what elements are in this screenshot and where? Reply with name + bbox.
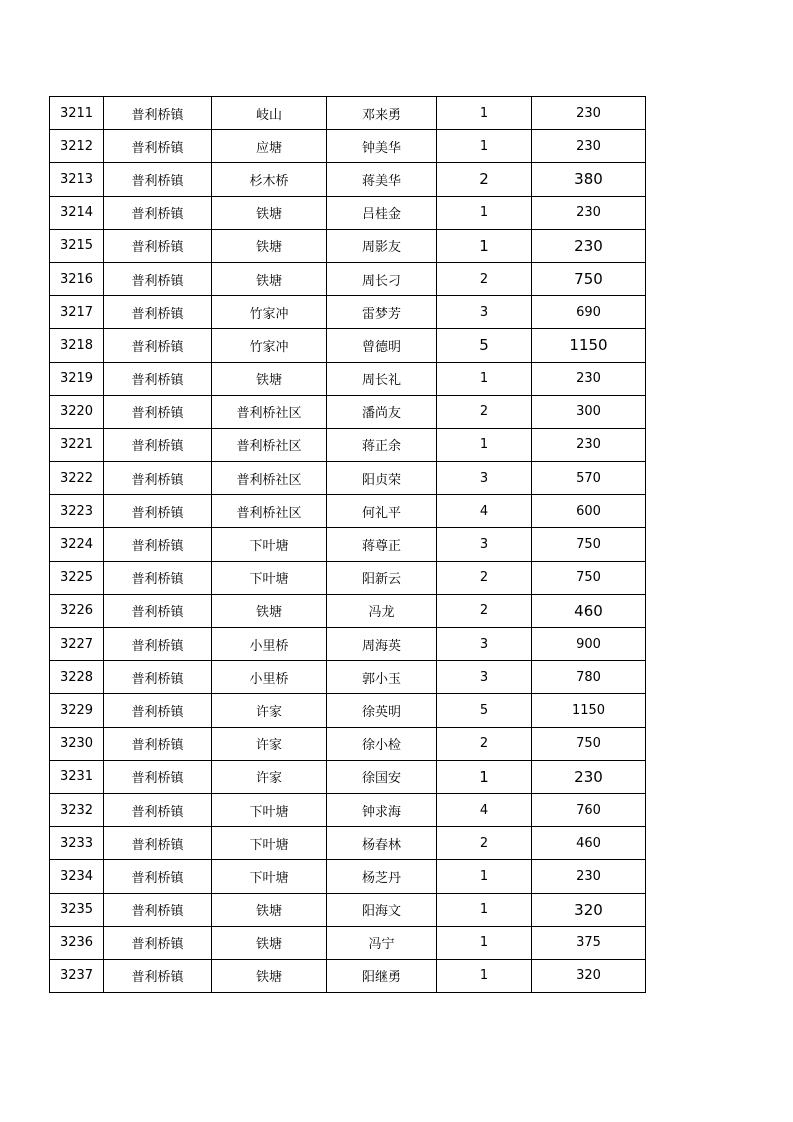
table-row <box>50 793 646 826</box>
cell-person-name: 阳新云 <box>327 561 437 594</box>
cell-serial-number: 3230 <box>50 727 104 760</box>
cell-village: 应塘 <box>212 130 327 163</box>
cell-person-name: 吕桂金 <box>327 196 437 229</box>
cell-amount: 460 <box>532 594 646 627</box>
cell-village: 铁塘 <box>212 196 327 229</box>
cell-town: 普利桥镇 <box>104 594 212 627</box>
cell-amount: 750 <box>532 561 646 594</box>
cell-village: 竹家冲 <box>212 329 327 362</box>
cell-person-name: 周海英 <box>327 628 437 661</box>
cell-village: 普利桥社区 <box>212 462 327 495</box>
cell-village: 下叶塘 <box>212 561 327 594</box>
cell-count: 3 <box>437 296 532 329</box>
table-row <box>50 860 646 893</box>
cell-person-name: 冯宁 <box>327 926 437 959</box>
cell-amount: 230 <box>532 860 646 893</box>
cell-person-name: 雷梦芳 <box>327 296 437 329</box>
table-body <box>50 97 646 993</box>
cell-count: 1 <box>437 97 532 130</box>
table-row <box>50 760 646 793</box>
cell-town: 普利桥镇 <box>104 959 212 992</box>
cell-village: 下叶塘 <box>212 528 327 561</box>
cell-village: 小里桥 <box>212 661 327 694</box>
table-row <box>50 262 646 295</box>
cell-town: 普利桥镇 <box>104 760 212 793</box>
cell-village: 许家 <box>212 760 327 793</box>
table-row <box>50 296 646 329</box>
cell-amount: 230 <box>532 196 646 229</box>
cell-town: 普利桥镇 <box>104 827 212 860</box>
cell-count: 5 <box>437 694 532 727</box>
table-row <box>50 926 646 959</box>
cell-village: 铁塘 <box>212 362 327 395</box>
cell-count: 5 <box>437 329 532 362</box>
cell-count: 2 <box>437 395 532 428</box>
cell-count: 1 <box>437 362 532 395</box>
cell-count: 3 <box>437 462 532 495</box>
table-row <box>50 362 646 395</box>
cell-amount: 750 <box>532 528 646 561</box>
cell-amount: 375 <box>532 926 646 959</box>
cell-count: 1 <box>437 196 532 229</box>
cell-person-name: 周长刁 <box>327 262 437 295</box>
cell-amount: 230 <box>532 130 646 163</box>
cell-village: 普利桥社区 <box>212 395 327 428</box>
cell-serial-number: 3216 <box>50 262 104 295</box>
table-row <box>50 959 646 992</box>
cell-person-name: 周长礼 <box>327 362 437 395</box>
cell-person-name: 钟美华 <box>327 130 437 163</box>
cell-village: 普利桥社区 <box>212 428 327 461</box>
cell-serial-number: 3237 <box>50 959 104 992</box>
cell-person-name: 阳海文 <box>327 893 437 926</box>
cell-serial-number: 3235 <box>50 893 104 926</box>
cell-person-name: 徐国安 <box>327 760 437 793</box>
data-table <box>49 96 646 993</box>
table-row <box>50 163 646 196</box>
cell-serial-number: 3222 <box>50 462 104 495</box>
cell-person-name: 杨春林 <box>327 827 437 860</box>
cell-serial-number: 3228 <box>50 661 104 694</box>
cell-count: 1 <box>437 428 532 461</box>
cell-count: 1 <box>437 229 532 262</box>
cell-town: 普利桥镇 <box>104 727 212 760</box>
cell-amount: 750 <box>532 727 646 760</box>
cell-amount: 780 <box>532 661 646 694</box>
cell-amount: 570 <box>532 462 646 495</box>
table-row <box>50 97 646 130</box>
cell-count: 1 <box>437 959 532 992</box>
cell-amount: 230 <box>532 760 646 793</box>
cell-village: 铁塘 <box>212 594 327 627</box>
cell-serial-number: 3214 <box>50 196 104 229</box>
cell-serial-number: 3212 <box>50 130 104 163</box>
cell-amount: 380 <box>532 163 646 196</box>
cell-serial-number: 3211 <box>50 97 104 130</box>
cell-village: 下叶塘 <box>212 793 327 826</box>
cell-serial-number: 3213 <box>50 163 104 196</box>
cell-serial-number: 3231 <box>50 760 104 793</box>
table-row <box>50 229 646 262</box>
cell-serial-number: 3226 <box>50 594 104 627</box>
cell-town: 普利桥镇 <box>104 462 212 495</box>
cell-amount: 760 <box>532 793 646 826</box>
cell-count: 3 <box>437 661 532 694</box>
cell-serial-number: 3225 <box>50 561 104 594</box>
cell-town: 普利桥镇 <box>104 893 212 926</box>
cell-amount: 230 <box>532 362 646 395</box>
cell-village: 岐山 <box>212 97 327 130</box>
cell-count: 3 <box>437 628 532 661</box>
cell-village: 下叶塘 <box>212 860 327 893</box>
cell-amount: 460 <box>532 827 646 860</box>
cell-village: 小里桥 <box>212 628 327 661</box>
cell-serial-number: 3218 <box>50 329 104 362</box>
cell-count: 2 <box>437 827 532 860</box>
cell-amount: 320 <box>532 893 646 926</box>
cell-count: 1 <box>437 926 532 959</box>
cell-person-name: 潘尚友 <box>327 395 437 428</box>
cell-count: 3 <box>437 528 532 561</box>
cell-serial-number: 3217 <box>50 296 104 329</box>
cell-person-name: 蒋正余 <box>327 428 437 461</box>
table-row <box>50 462 646 495</box>
cell-count: 2 <box>437 594 532 627</box>
cell-village: 铁塘 <box>212 926 327 959</box>
cell-village: 铁塘 <box>212 959 327 992</box>
table-row <box>50 561 646 594</box>
cell-count: 1 <box>437 860 532 893</box>
cell-person-name: 蒋尊正 <box>327 528 437 561</box>
cell-town: 普利桥镇 <box>104 860 212 893</box>
cell-serial-number: 3233 <box>50 827 104 860</box>
table-row <box>50 893 646 926</box>
cell-person-name: 钟求海 <box>327 793 437 826</box>
cell-town: 普利桥镇 <box>104 528 212 561</box>
table-row <box>50 130 646 163</box>
cell-count: 1 <box>437 130 532 163</box>
cell-count: 2 <box>437 262 532 295</box>
cell-amount: 690 <box>532 296 646 329</box>
cell-count: 1 <box>437 760 532 793</box>
cell-person-name: 周影友 <box>327 229 437 262</box>
cell-village: 许家 <box>212 727 327 760</box>
cell-amount: 1150 <box>532 694 646 727</box>
cell-count: 2 <box>437 727 532 760</box>
cell-serial-number: 3219 <box>50 362 104 395</box>
cell-town: 普利桥镇 <box>104 362 212 395</box>
cell-village: 铁塘 <box>212 262 327 295</box>
cell-village: 杉木桥 <box>212 163 327 196</box>
cell-serial-number: 3223 <box>50 495 104 528</box>
table-row <box>50 827 646 860</box>
cell-serial-number: 3229 <box>50 694 104 727</box>
cell-serial-number: 3227 <box>50 628 104 661</box>
table-row <box>50 495 646 528</box>
cell-town: 普利桥镇 <box>104 130 212 163</box>
table-row <box>50 395 646 428</box>
cell-amount: 230 <box>532 97 646 130</box>
cell-count: 4 <box>437 793 532 826</box>
cell-amount: 230 <box>532 428 646 461</box>
cell-amount: 300 <box>532 395 646 428</box>
cell-town: 普利桥镇 <box>104 694 212 727</box>
cell-count: 2 <box>437 561 532 594</box>
cell-town: 普利桥镇 <box>104 561 212 594</box>
table-row <box>50 628 646 661</box>
cell-town: 普利桥镇 <box>104 661 212 694</box>
cell-village: 竹家冲 <box>212 296 327 329</box>
cell-serial-number: 3232 <box>50 793 104 826</box>
cell-serial-number: 3224 <box>50 528 104 561</box>
cell-town: 普利桥镇 <box>104 196 212 229</box>
cell-village: 铁塘 <box>212 229 327 262</box>
cell-village: 许家 <box>212 694 327 727</box>
table-row <box>50 727 646 760</box>
cell-serial-number: 3220 <box>50 395 104 428</box>
table-row <box>50 661 646 694</box>
cell-person-name: 蒋美华 <box>327 163 437 196</box>
cell-village: 普利桥社区 <box>212 495 327 528</box>
table-row <box>50 428 646 461</box>
cell-serial-number: 3234 <box>50 860 104 893</box>
cell-amount: 900 <box>532 628 646 661</box>
cell-town: 普利桥镇 <box>104 628 212 661</box>
cell-person-name: 徐小检 <box>327 727 437 760</box>
cell-amount: 600 <box>532 495 646 528</box>
cell-town: 普利桥镇 <box>104 793 212 826</box>
cell-town: 普利桥镇 <box>104 428 212 461</box>
table-row <box>50 329 646 362</box>
table-row <box>50 594 646 627</box>
cell-town: 普利桥镇 <box>104 163 212 196</box>
cell-village: 下叶塘 <box>212 827 327 860</box>
cell-amount: 1150 <box>532 329 646 362</box>
cell-town: 普利桥镇 <box>104 395 212 428</box>
cell-amount: 750 <box>532 262 646 295</box>
cell-count: 1 <box>437 893 532 926</box>
cell-person-name: 郭小玉 <box>327 661 437 694</box>
table-row <box>50 694 646 727</box>
cell-person-name: 徐英明 <box>327 694 437 727</box>
cell-person-name: 邓来勇 <box>327 97 437 130</box>
cell-amount: 320 <box>532 959 646 992</box>
cell-count: 4 <box>437 495 532 528</box>
cell-person-name: 阳贞荣 <box>327 462 437 495</box>
cell-town: 普利桥镇 <box>104 97 212 130</box>
cell-count: 2 <box>437 163 532 196</box>
cell-serial-number: 3236 <box>50 926 104 959</box>
cell-person-name: 杨芝丹 <box>327 860 437 893</box>
table-row <box>50 196 646 229</box>
cell-person-name: 何礼平 <box>327 495 437 528</box>
cell-person-name: 冯龙 <box>327 594 437 627</box>
cell-serial-number: 3221 <box>50 428 104 461</box>
table-row <box>50 528 646 561</box>
cell-town: 普利桥镇 <box>104 926 212 959</box>
cell-village: 铁塘 <box>212 893 327 926</box>
cell-person-name: 曾德明 <box>327 329 437 362</box>
cell-town: 普利桥镇 <box>104 262 212 295</box>
cell-amount: 230 <box>532 229 646 262</box>
cell-serial-number: 3215 <box>50 229 104 262</box>
cell-town: 普利桥镇 <box>104 229 212 262</box>
cell-town: 普利桥镇 <box>104 329 212 362</box>
cell-town: 普利桥镇 <box>104 495 212 528</box>
cell-person-name: 阳继勇 <box>327 959 437 992</box>
cell-town: 普利桥镇 <box>104 296 212 329</box>
